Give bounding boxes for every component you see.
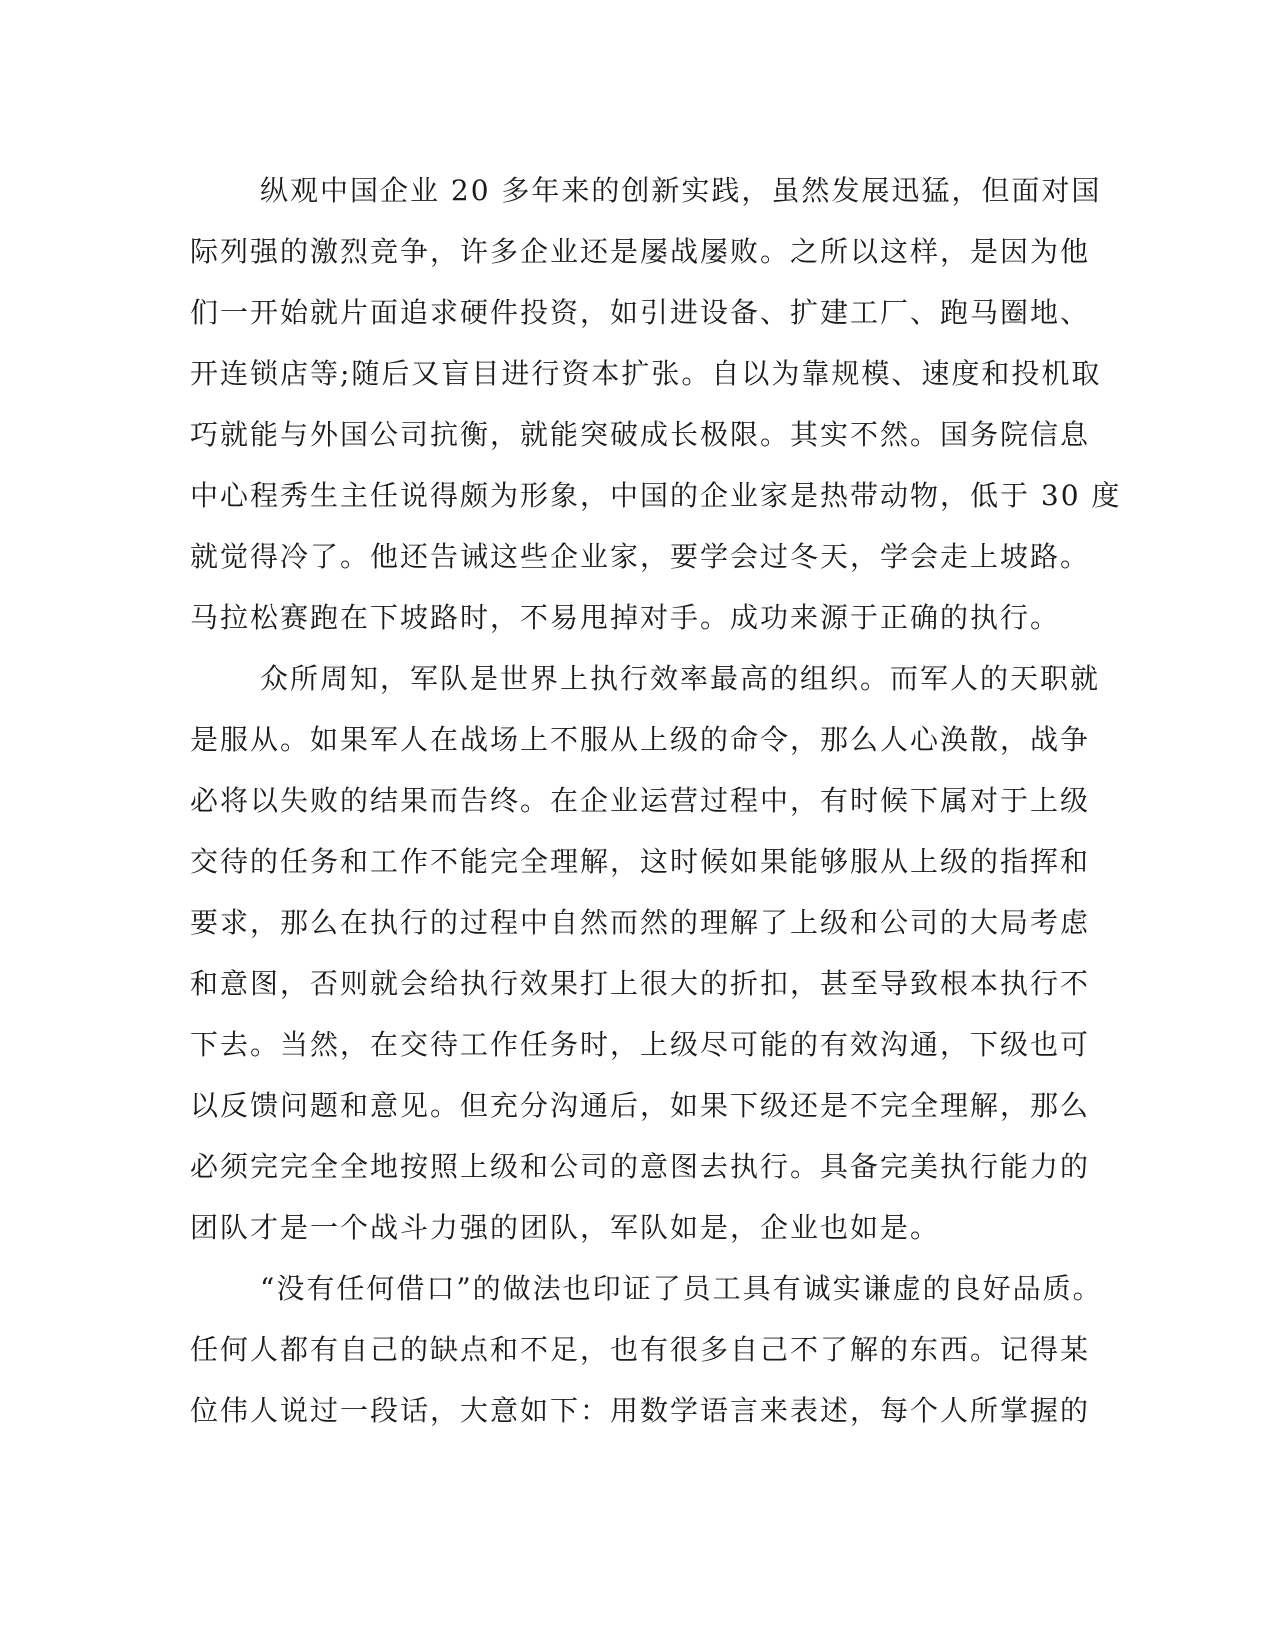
text-line: 和意图，否则就会给执行效果打上很大的折扣，甚至导致根本执行不: [190, 967, 1091, 1000]
document-body: [190, 160, 1122, 1441]
text-line: 纵观中国企业 20 多年来的创新实践，虽然发展迅猛，但面对国: [260, 174, 1102, 207]
text-line: 以反馈问题和意见。但充分沟通后，如果下级还是不完全理解，那么: [190, 1089, 1091, 1122]
text-line: 中心程秀生主任说得颇为形象，中国的企业家是热带动物，低于 30 度: [190, 479, 1122, 512]
text-line: 际列强的激烈竞争，许多企业还是屡战屡败。之所以这样，是因为他: [190, 235, 1091, 268]
text-line: 众所周知，军队是世界上执行效率最高的组织。而军人的天职就: [260, 662, 1101, 695]
text-line: 要求，那么在执行的过程中自然而然的理解了上级和公司的大局考虑: [190, 906, 1091, 939]
text-line: 们一开始就片面追求硬件投资，如引进设备、扩建工厂、跑马圈地、: [190, 296, 1091, 329]
text-line: 必须完完全全地按照上级和公司的意图去执行。具备完美执行能力的: [190, 1150, 1091, 1183]
paragraph-2: [190, 648, 1101, 1258]
text-line: 马拉松赛跑在下坡路时，不易甩掉对手。成功来源于正确的执行。: [190, 601, 1061, 634]
paragraph-3: [190, 1258, 1103, 1441]
text-line: 下去。当然，在交待工作任务时，上级尽可能的有效沟通，下级也可: [190, 1028, 1091, 1061]
text-line: 任何人都有自己的缺点和不足，也有很多自己不了解的东西。记得某: [190, 1333, 1091, 1366]
text-line: 团队才是一个战斗力强的团队，军队如是，企业也如是。: [190, 1211, 941, 1244]
paragraph-1: [190, 160, 1122, 648]
text-line: “没有任何借口”的做法也印证了员工具有诚实谦虚的良好品质。: [260, 1272, 1103, 1305]
text-line: 位伟人说过一段话，大意如下：用数学语言来表述，每个人所掌握的: [190, 1394, 1091, 1427]
text-line: 是服从。如果军人在战场上不服从上级的命令，那么人心涣散，战争: [190, 723, 1091, 756]
text-line: 交待的任务和工作不能完全理解，这时候如果能够服从上级的指挥和: [190, 845, 1091, 878]
text-line: 开连锁店等;随后又盲目进行资本扩张。自以为靠规模、速度和投机取: [190, 357, 1102, 390]
text-line: 就觉得冷了。他还告诫这些企业家，要学会过冬天，学会走上坡路。: [190, 540, 1091, 573]
text-line: 必将以失败的结果而告终。在企业运营过程中，有时候下属对于上级: [190, 784, 1091, 817]
text-line: 巧就能与外国公司抗衡，就能突破成长极限。其实不然。国务院信息: [190, 418, 1091, 451]
